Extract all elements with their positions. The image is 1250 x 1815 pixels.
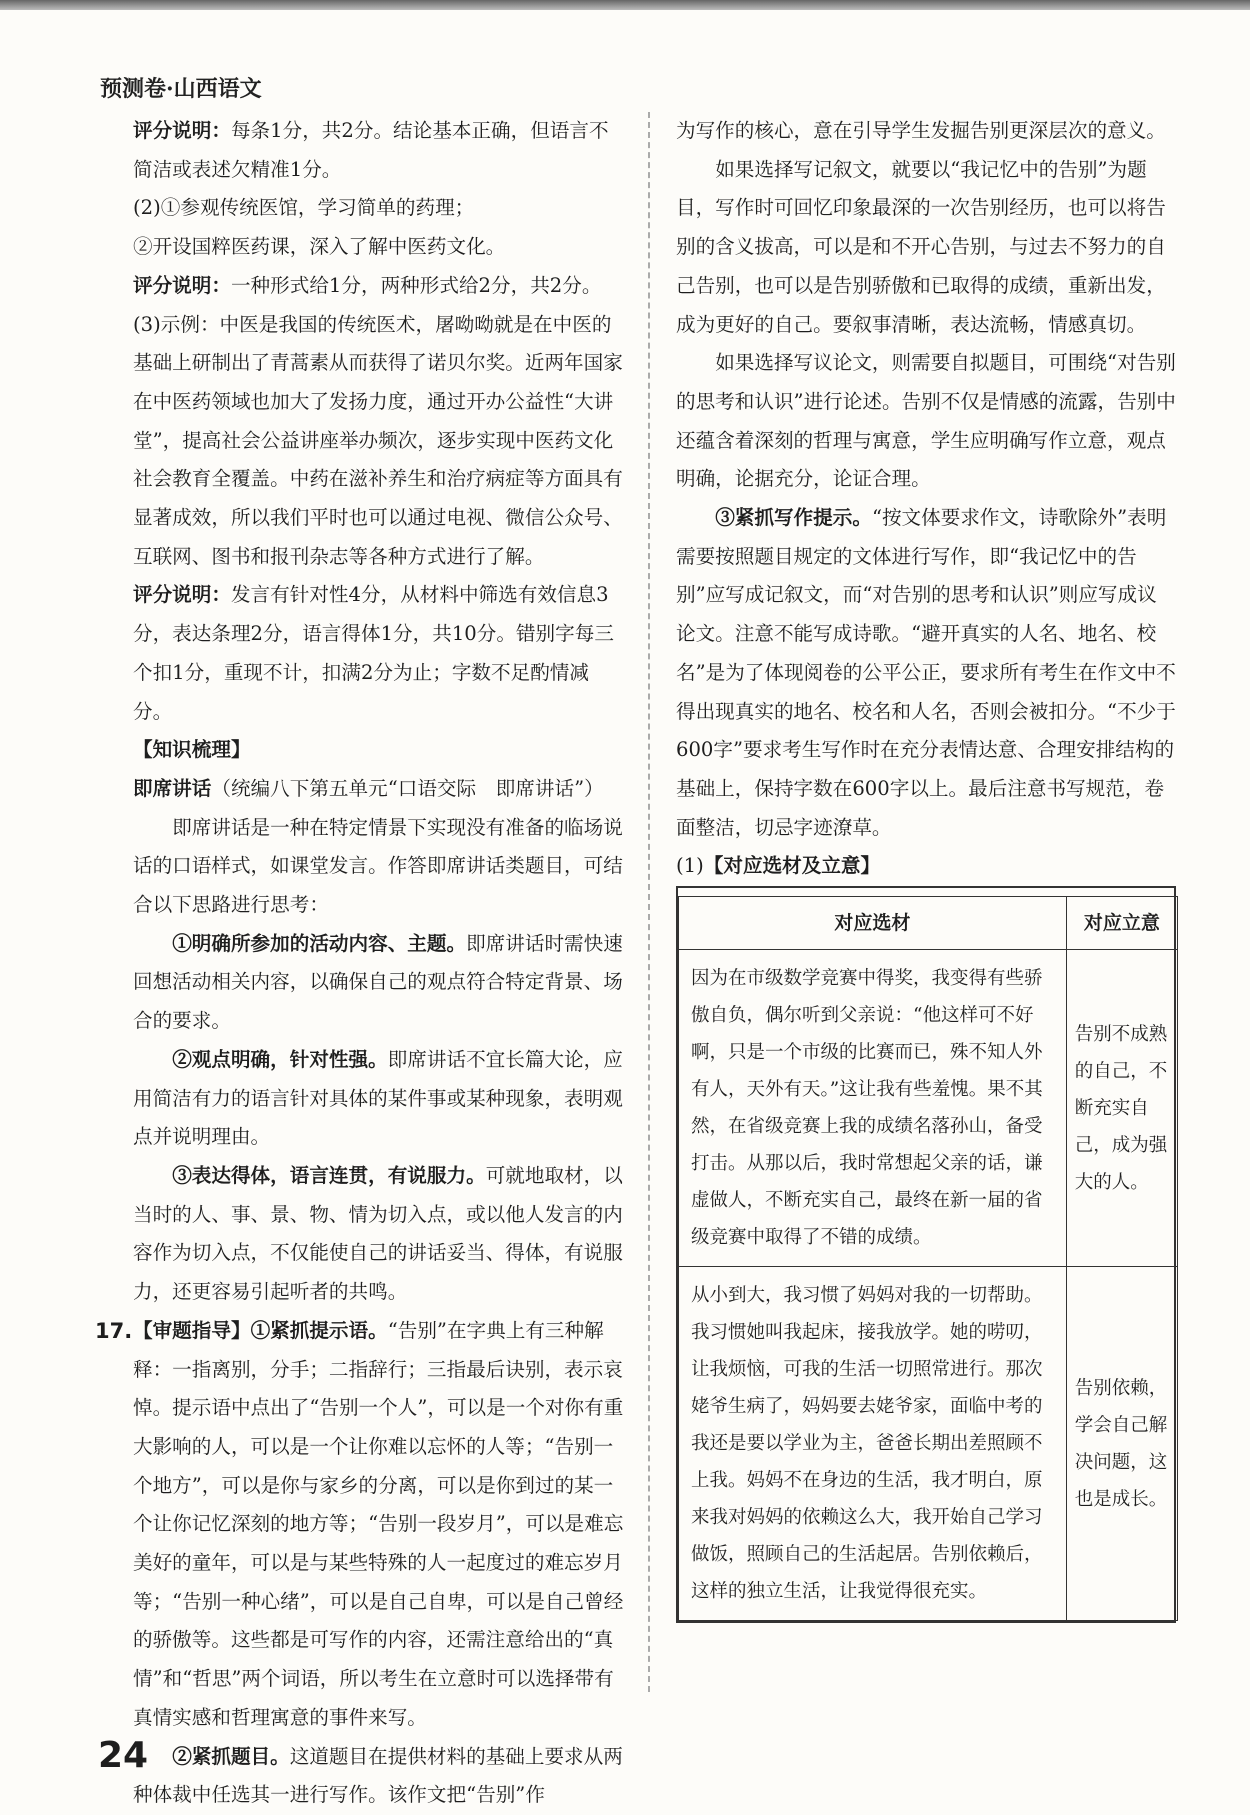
scoring-note-3 [133, 576, 625, 731]
scoring-text: 一种形式给1分，两种形式给2分，共2分。 [230, 273, 602, 297]
question-text: 这道题目在提供材料的基础上要求从两种体裁中任选其一进行写作。该作文把“告别”作 [133, 1744, 623, 1807]
table-header-row [679, 897, 1178, 950]
table-header-material: 对应选材 [679, 897, 1067, 950]
knowledge-item-2 [133, 1041, 625, 1157]
table-title-text: 【对应选材及立意】 [703, 854, 881, 878]
table-title-num: (1) [676, 854, 704, 878]
question-point-bold: ①紧抓提示语。 [250, 1318, 388, 1342]
page-header: 预测卷·山西语文 [100, 76, 262, 102]
right-para-4 [676, 499, 1176, 847]
right-para-3: 如果选择写议论文，则需要自拟题目，可围绕“对告别的思考和认识”进行论述。告别不仅是情感的流露，告别中还蕴含着深刻的哲理与寓意，学生应明确写作立意，观点明确，论据充分，论证合理。 [676, 351, 1176, 491]
knowledge-item-text: 即席讲话不宜长篇大论，应用简洁有力的语言针对具体的某件事或某种现象，表明观点并说明理由。 [133, 1047, 623, 1149]
knowledge-item-3 [133, 1157, 625, 1312]
table-cell-idea: 告别不成熟的自己，不断充实自己，成为强大的人。 [1066, 950, 1177, 1267]
question-17-point-2 [133, 1738, 625, 1815]
right-column [676, 112, 1176, 1623]
answer-2-1: (2)①参观传统医馆，学习简单的药理； [133, 196, 475, 220]
knowledge-title: 【知识梳理】 [133, 738, 251, 762]
knowledge-heading-rest: （统编八下第五单元“口语交际 即席讲话”） [211, 776, 604, 800]
top-rule [0, 0, 1250, 10]
table-cell-material: 因为在市级数学竞赛中得奖，我变得有些骄傲自负，偶尔听到父亲说：“他这样可不好啊，只是一个市级的比赛而已，殊不知人外有人，天外有天。”这让我有些羞愧。果不其然，在省级竞赛上我的成绩名落孙山，备受打击。从那以后，我时常想起父亲的话，谦虚做人，不断充实自己，最终在新一届的省级竞赛中取得了不错的成绩。 [679, 950, 1067, 1267]
scoring-label: 评分说明： [133, 273, 231, 297]
table-row [679, 1267, 1178, 1621]
scoring-label: 评分说明： [133, 119, 231, 142]
table-title [676, 847, 1176, 886]
knowledge-heading-bold: 即席讲话 [133, 776, 212, 800]
question-point-bold: ②紧抓题目。 [172, 1744, 290, 1768]
knowledge-item-text: 可就地取材，以当时的人、事、景、物、情为切入点，或以他人发言的内容作为切入点，不仅能使自己的讲话妥当、得体，有说服力，还更容易引起听者的共鸣。 [133, 1163, 623, 1304]
material-table [678, 896, 1178, 1621]
material-table-frame [676, 886, 1176, 1623]
table-cell-idea: 告别依赖，学会自己解决问题，这也是成长。 [1066, 1267, 1177, 1621]
knowledge-item-bold: ③表达得体，语言连贯，有说服力。 [172, 1163, 486, 1187]
scoring-text: 发言有针对性4分，从材料中筛选有效信息3分，表达条理2分，语言得体1分，共10分。错别字每三个扣1分，重现不计，扣满2分为止；字数不足酌情减分。 [133, 583, 614, 723]
right-para-2: 如果选择写记叙文，就要以“我记忆中的告别”为题目，写作时可回忆印象最深的一次告别经历，也可以将告别的含义拔高，可以是和不开心告别，与过去不努力的自己告别，也可以是告别骄傲和已取得的成绩，重新出发，成为更好的自己。要叙事清晰，表达流畅，情感真切。 [676, 157, 1166, 336]
knowledge-item-bold: ①明确所参加的活动内容、主题。 [172, 931, 467, 955]
knowledge-item-text: 即席讲话时需快速回想活动相关内容，以确保自己的观点符合特定背景、场合的要求。 [133, 931, 623, 1033]
writing-tip-text: “按文体要求作文，诗歌除外”表明需要按照题目规定的文体进行写作，即“我记忆中的告别”应写成记叙文，而“对告别的思考和认识”则应写成议论文。注意不能写成诗歌。“避开真实的人名、地名、校名”是为了体现阅卷的公平公正，要求所有考生在作文中不得出现真实的地名、校名和人名，否则会被扣分。“不少于600字”要求考生写作时在充分表情达意、合理安排结构的基础上，保持字数在600字以上。最后注意书写规范，卷面整洁，切忌字迹潦草。 [676, 506, 1176, 839]
answer-3-example: (3)示例：中医是我国的传统医术，屠呦呦就是在中医的基础上研制出了青蒿素从而获得了诺贝尔奖。近两年国家在中医药领域也加大了发扬力度，通过开办公益性“大讲堂”，提高社会公益讲座举办频次，逐步实现中医药文化社会教育全覆盖。中药在滋补养生和治疗病症等方面具有显著成效，所以我们平时也可以通过电视、微信公众号、互联网、图书和报刊杂志等各种方式进行了解。 [133, 312, 623, 568]
knowledge-item-bold: ②观点明确，针对性强。 [172, 1047, 388, 1071]
column-divider [648, 112, 650, 1692]
knowledge-heading [133, 770, 625, 809]
page-number: 24 [98, 1735, 149, 1776]
scoring-text: 每条1分，共2分。结论基本正确，但语言不简洁或表述欠精准1分。 [133, 119, 609, 181]
scoring-note-1 [133, 112, 625, 189]
writing-tip-bold: ③紧抓写作提示。 [715, 506, 872, 530]
scoring-note-2 [133, 267, 625, 306]
table-cell-material: 从小到大，我习惯了妈妈对我的一切帮助。我习惯她叫我起床，接我放学。她的唠叨，让我烦恼，可我的生活一切照常进行。那次姥爷生病了，妈妈要去姥爷家，面临中考的我还是要以学业为主，爸爸长期出差照顾不上我。妈妈不在身边的生活，我才明白，原来我对妈妈的依赖这么大，我开始自己学习做饭，照顾自己的生活起居。告别依赖后，这样的独立生活，让我觉得很充实。 [679, 1267, 1067, 1621]
question-17 [95, 1312, 625, 1738]
right-para-1: 为写作的核心，意在引导学生发掘告别更深层次的意义。 [676, 119, 1166, 142]
question-text: “告别”在字典上有三种解释：一指离别，分手；二指辞行；三指最后诀别，表示哀悼。提示语中点出了“告别一个人”，可以是一个对你有重大影响的人，可以是一个让你难以忘怀的人等；“告别一个地方”，可以是你与家乡的分离，可以是你到过的某一个让你记忆深刻的地方等；“告别一段岁月”，可以是难忘美好的童年，可以是与某些特殊的人一起度过的难忘岁月等；“告别一种心绪”，可以是自己自卑，可以是自己曾经的骄傲等。这些都是可写作的内容，还需注意给出的“真情”和“哲思”两个词语，所以考生在立意时可以选择带有真情实感和哲理寓意的事件来写。 [133, 1318, 624, 1729]
question-tag: 【审题指导】 [133, 1318, 251, 1342]
scoring-label: 评分说明： [133, 583, 231, 607]
knowledge-intro: 即席讲话是一种在特定情景下实现没有准备的临场说话的口语样式，如课堂发言。作答即席讲话类题目，可结合以下思路进行思考： [133, 815, 623, 917]
table-row [679, 950, 1178, 1267]
answer-2-2: ②开设国粹医药课，深入了解中医药文化。 [133, 235, 506, 259]
knowledge-item-1 [133, 925, 625, 1041]
table-header-idea: 对应立意 [1066, 897, 1177, 950]
question-number: 17. [95, 1318, 133, 1343]
